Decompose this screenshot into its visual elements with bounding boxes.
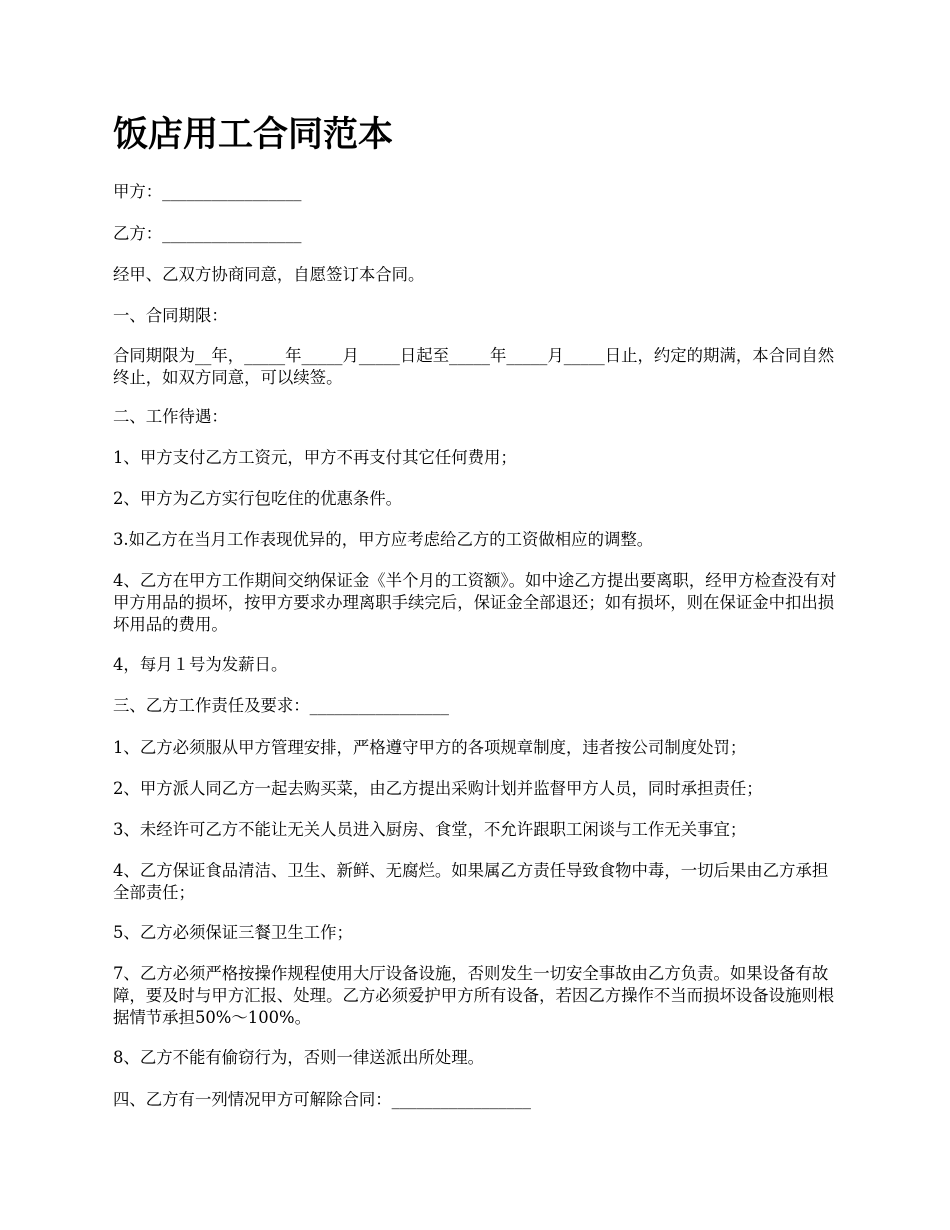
contract-term-clause: 合同期限为__年，_____年_____月_____日起至_____年_____月_____日止，约定的期满，本合同自然终止，如双方同意，可以续签。 — [113, 346, 835, 387]
agreement-intro: 经甲、乙双方协商同意，自愿签订本合同。 — [113, 265, 425, 284]
duty-clause-8: 8、乙方不能有偷窃行为，否则一律送派出所处理。 — [113, 1048, 485, 1067]
section-2-heading: 二、工作待遇： — [113, 407, 228, 426]
section-4-heading: 四、乙方有一列情况甲方可解除合同：_________________ — [113, 1090, 531, 1109]
pay-clause-3: 3.如乙方在当月工作表现优异的，甲方应考虑给乙方的工资做相应的调整。 — [113, 530, 654, 549]
duty-clause-4: 4、乙方保证食品清洁、卫生、新鲜、无腐烂。如果属乙方责任导致食物中毒，一切后果由乙方承担全部责任； — [113, 861, 829, 902]
section-3-heading: 三、乙方工作责任及要求：_________________ — [113, 696, 450, 715]
duty-clause-3: 3、未经许可乙方不能让无关人员进入厨房、食堂，不允许跟职工闲谈与工作无关事宜； — [113, 820, 747, 839]
duty-clause-7: 7、乙方必须严格按操作规程使用大厅设备设施，否则发生一切安全事故由乙方负责。如果设备有故障，要及时与甲方汇报、处理。乙方必须爱护甲方所有设备，若因乙方操作不当而损坏设备设施则根据情节承担50%～100%。 — [113, 964, 835, 1027]
document-title: 饭店用工合同范本 — [113, 114, 394, 155]
duty-clause-1: 1、乙方必须服从甲方管理安排，严格遵守甲方的各项规章制度，违者按公司制度处罚； — [113, 738, 747, 757]
pay-clause-2: 2、甲方为乙方实行包吃住的优惠条件。 — [113, 489, 403, 508]
duty-clause-5: 5、乙方必须保证三餐卫生工作； — [113, 923, 353, 942]
payday-clause: 4，每月１号为发薪日。 — [113, 655, 288, 674]
duty-clause-2: 2、甲方派人同乙方一起去购买菜，由乙方提出采购计划并监督甲方人员，同时承担责任； — [113, 779, 763, 798]
party-a-line: 甲方：_________________ — [113, 182, 302, 201]
party-b-line: 乙方：_________________ — [113, 224, 302, 243]
deposit-clause: 4、乙方在甲方工作期间交纳保证金《半个月的工资额》。如中途乙方提出要离职，经甲方检查没有对甲方用品的损坏，按甲方要求办理离职手续完后，保证金全部退还；如有损坏，则在保证金中扣出损坏用品的费用。 — [113, 571, 837, 634]
section-1-heading: 一、合同期限： — [113, 306, 228, 325]
pay-clause-1: 1、甲方支付乙方工资元，甲方不再支付其它任何费用； — [113, 448, 517, 467]
